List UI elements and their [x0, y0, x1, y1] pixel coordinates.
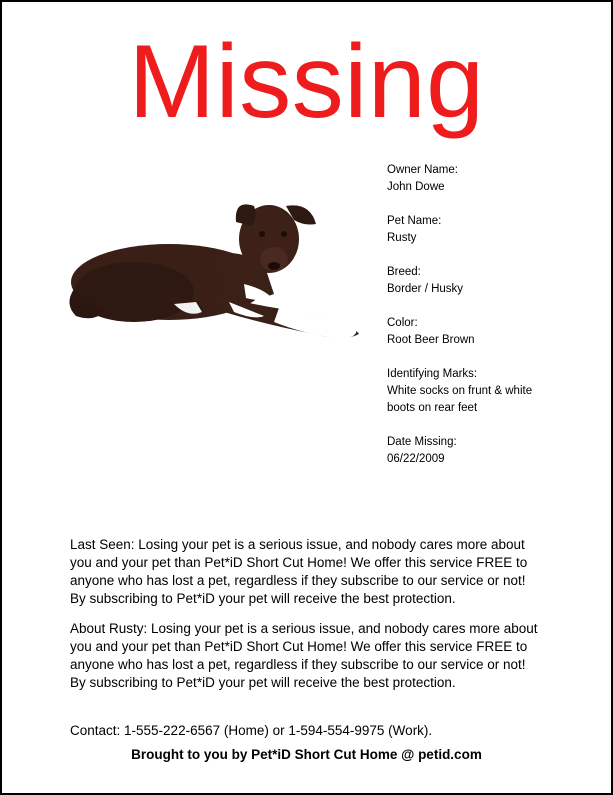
date-label: Date Missing: [387, 436, 457, 448]
last-seen-line: Last Seen: Losing your pet is a serious issue, and nobody cares more about [70, 537, 525, 552]
date-field [387, 434, 567, 468]
breed-value: Border / Husky [387, 283, 464, 295]
marks-value-line1: White socks on frunt & white [387, 385, 533, 397]
color-label: Color: [387, 317, 418, 329]
last-seen-line: anyone who has lost a pet, regardless if they subscribe to our service or not! [70, 573, 526, 588]
owner-field [387, 162, 567, 196]
owner-label: Owner Name: [387, 164, 458, 176]
owner-value: John Dowe [387, 181, 445, 193]
breed-label: Breed: [387, 266, 421, 278]
contact-line: Contact: 1-555-222-6567 (Home) or 1-594-554-9975 (Work). [70, 723, 433, 738]
marks-field [387, 366, 567, 417]
about-line: About Rusty: Losing your pet is a serious issue, and nobody cares more about [70, 621, 538, 636]
marks-value-line2: boots on rear feet [387, 402, 478, 414]
color-value: Root Beer Brown [387, 334, 475, 346]
last-seen-paragraph [70, 536, 550, 608]
pet-name-value: Rusty [387, 232, 417, 244]
color-field [387, 315, 567, 349]
marks-label: Identifying Marks: [387, 368, 478, 380]
dog-photo [64, 194, 364, 344]
date-value: 06/22/2009 [387, 453, 445, 465]
about-line: you and your pet than Pet*iD Short Cut Home! We offer this service FREE to [70, 639, 528, 654]
breed-field [387, 264, 567, 298]
pet-name-field [387, 213, 567, 247]
last-seen-line: By subscribing to Pet*iD your pet will receive the best protection. [70, 591, 456, 606]
footer-credit: Brought to you by Pet*iD Short Cut Home @ petid.com [131, 747, 482, 762]
about-paragraph [70, 620, 550, 692]
pet-info [387, 162, 567, 485]
about-line: By subscribing to Pet*iD your pet will receive the best protection. [70, 675, 456, 690]
last-seen-line: you and your pet than Pet*iD Short Cut Home! We offer this service FREE to [70, 555, 528, 570]
about-line: anyone who has lost a pet, regardless if they subscribe to our service or not! [70, 657, 526, 672]
poster-title: Missing [128, 24, 485, 140]
pet-name-label: Pet Name: [387, 215, 442, 227]
